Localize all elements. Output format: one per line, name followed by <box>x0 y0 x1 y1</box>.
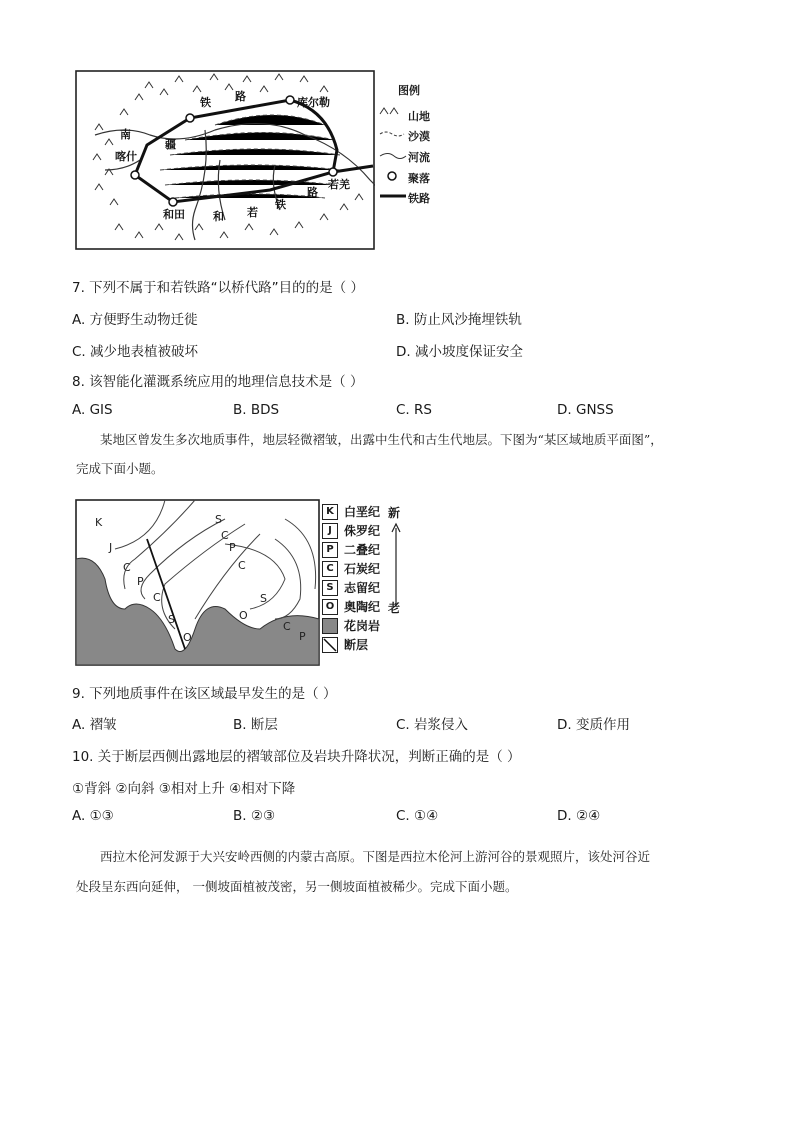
label-tie2: 铁 <box>275 198 286 211</box>
label-ruo: 若 <box>247 206 258 219</box>
geology-map-legend <box>322 502 412 652</box>
question-8-option-b[interactable]: B. BDS <box>233 402 280 418</box>
label-lu2: 路 <box>307 186 318 199</box>
geology-map-svg <box>75 499 320 666</box>
question-10-statements: ①背斜 ②向斜 ③相对上升 ④相对下降 <box>72 781 296 797</box>
label-tie: 铁 <box>200 96 211 109</box>
label-he: 和 <box>213 210 224 223</box>
question-7-option-b[interactable]: B. 防止风沙掩埋铁轨 <box>396 312 522 328</box>
legend-name-c: 石炭纪 <box>344 562 381 576</box>
geo-label-s1: S <box>215 513 222 526</box>
geo-label-c2: C <box>123 561 131 574</box>
question-9-option-a[interactable]: A. 褶皱 <box>72 717 117 733</box>
geo-label-p3: P <box>299 630 306 643</box>
label-ruoqiang: 若羌 <box>328 178 350 191</box>
geo-label-k: K <box>95 516 103 529</box>
legend-name-k: 白垩纪 <box>344 505 381 519</box>
railway-map-figure <box>75 70 375 250</box>
railway-map-svg <box>75 70 375 250</box>
label-jiang: 疆 <box>165 138 176 151</box>
label-lu: 路 <box>235 90 246 103</box>
label-hotan: 和田 <box>163 208 185 221</box>
geo-label-p2: P <box>137 575 144 588</box>
legend-age-arrow <box>390 522 402 606</box>
question-8-stem: 8. 该智能化灌溉系统应用的地理信息技术是（ ） <box>72 374 364 390</box>
question-9-option-c[interactable]: C. 岩浆侵入 <box>396 717 469 733</box>
question-9-stem: 9. 下列地质事件在该区域最早发生的是（ ） <box>72 686 337 702</box>
geo-label-c4: C <box>153 591 161 604</box>
legend-new-label: 新 <box>388 506 401 520</box>
legend-code-p: P <box>322 542 338 558</box>
legend-code-j: J <box>322 523 338 539</box>
question-8-option-d[interactable]: D. GNSS <box>557 402 614 418</box>
question-10-option-a[interactable]: A. ①③ <box>72 808 114 824</box>
legend-item-settlement: 聚落 <box>408 172 430 185</box>
geo-label-c5: C <box>283 620 291 633</box>
intro-paragraph-river-line1: 西拉木伦河发源于大兴安岭西侧的内蒙古高原。下图是西拉木伦河上游河谷的景观照片，该处河谷近 <box>100 849 651 864</box>
legend-name-granite: 花岗岩 <box>344 619 381 633</box>
question-7-option-a[interactable]: A. 方便野生动物迁徙 <box>72 312 198 328</box>
legend-code-s: S <box>322 580 338 596</box>
question-7-option-c[interactable]: C. 减少地表植被破坏 <box>72 344 199 360</box>
question-10-option-b[interactable]: B. ②③ <box>233 808 276 824</box>
intro-paragraph-geology-line1: 某地区曾发生多次地质事件，地层轻微褶皱，出露中生代和古生代地层。下图为“某区域地质平面图”， <box>100 432 663 447</box>
geo-label-o2: O <box>183 631 192 644</box>
intro-paragraph-river-line2: 处段呈东西向延伸， 一侧坡面植被茂密，另一侧坡面植被稀少。完成下面小题。 <box>76 879 518 894</box>
label-nan: 南 <box>120 128 131 141</box>
question-9-option-d[interactable]: D. 变质作用 <box>557 717 630 733</box>
legend-name-p: 二叠纪 <box>344 543 381 557</box>
legend-code-o: O <box>322 599 338 615</box>
legend-symbols <box>378 104 408 204</box>
legend-old-label: 老 <box>388 601 401 615</box>
label-kashgar: 喀什 <box>115 150 137 163</box>
legend-swatch-granite <box>322 618 338 634</box>
geo-label-c1: C <box>221 529 229 542</box>
legend-name-o: 奥陶纪 <box>344 600 381 614</box>
legend-item-river: 河流 <box>408 151 430 164</box>
question-9-option-b[interactable]: B. 断层 <box>233 717 278 733</box>
question-7-option-d[interactable]: D. 减小坡度保证安全 <box>396 344 523 360</box>
legend-item-desert: 沙漠 <box>408 130 430 143</box>
question-8-option-a[interactable]: A. GIS <box>72 402 113 418</box>
legend-item-railway: 铁路 <box>408 192 430 205</box>
legend-name-s: 志留纪 <box>344 581 381 595</box>
geology-map-figure <box>75 499 320 666</box>
question-10-option-c[interactable]: C. ①④ <box>396 808 439 824</box>
question-10-option-d[interactable]: D. ②④ <box>557 808 601 824</box>
intro-paragraph-geology-line2: 完成下面小题。 <box>76 461 164 476</box>
question-8-option-c[interactable]: C. RS <box>396 402 432 418</box>
question-10-stem: 10. 关于断层西侧出露地层的褶皱部位及岩块升降状况，判断正确的是（ ） <box>72 749 521 765</box>
label-korla: 库尔勒 <box>297 96 330 109</box>
question-7-stem: 7. 下列不属于和若铁路“以桥代路”目的的是（ ） <box>72 280 364 296</box>
legend-name-fault: 断层 <box>344 638 369 652</box>
geo-label-s3: S <box>168 613 175 626</box>
geo-label-j: J <box>109 541 113 554</box>
geo-label-s2: S <box>260 592 267 605</box>
legend-title: 图例 <box>398 84 420 97</box>
legend-code-k: K <box>322 504 338 520</box>
legend-swatch-fault <box>322 637 338 653</box>
geo-label-c3: C <box>238 559 246 572</box>
legend-code-c: C <box>322 561 338 577</box>
geo-label-p1: P <box>229 541 236 554</box>
geo-label-o1: O <box>239 609 248 622</box>
legend-item-mountain: 山地 <box>408 110 430 123</box>
legend-name-j: 侏罗纪 <box>344 524 381 538</box>
railway-map-legend <box>378 82 448 205</box>
